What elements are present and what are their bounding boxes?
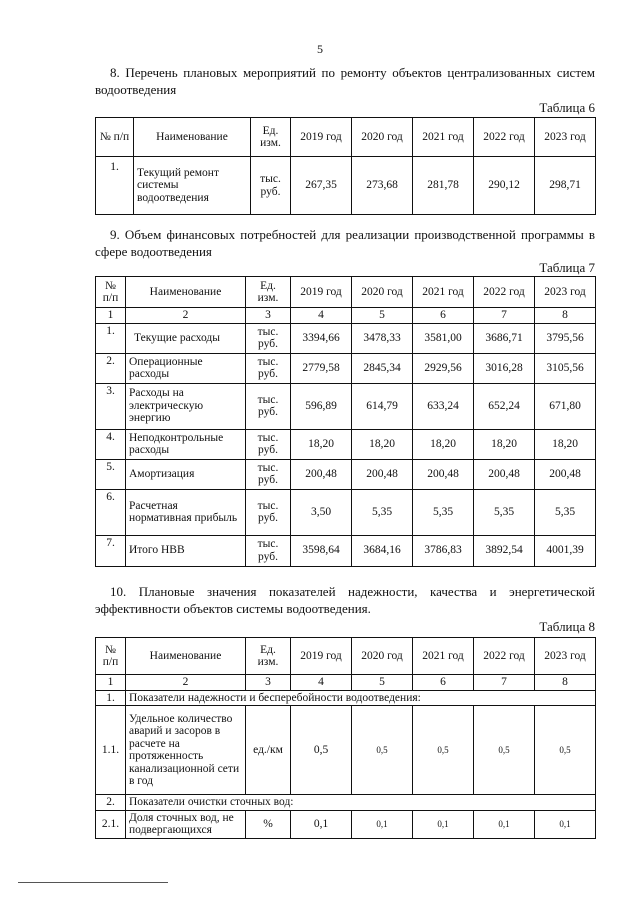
col-index: 1: [96, 308, 126, 324]
col-index: 8: [535, 675, 596, 691]
row-unit: тыс. руб.: [246, 383, 291, 429]
section-10-heading: 10. Плановые значения показателей надежности, качества и энергетической эффективности объектов системы водоотведения.: [95, 584, 595, 616]
table-7-label: Таблица 7: [539, 260, 595, 275]
value-2021: 0,1: [413, 810, 474, 838]
col-2019-header: 2019 год: [291, 638, 352, 675]
col-name-header: Наименование: [126, 277, 246, 308]
col-number-header: № п/п: [96, 118, 134, 157]
row-name: Удельное количество аварий и засоров в расчете на протяженность канализационной сети в год: [126, 706, 246, 795]
row-number: 6.: [96, 489, 126, 535]
col-name-header: Наименование: [126, 638, 246, 675]
value-2019: 0,5: [291, 706, 352, 795]
col-number-header: № п/п: [96, 638, 126, 675]
col-index: 3: [246, 308, 291, 324]
value-2019: 18,20: [291, 429, 352, 459]
value-2023: 3105,56: [535, 353, 596, 383]
col-unit-header: Ед. изм.: [251, 118, 291, 157]
row-name: Операционные расходы: [126, 353, 246, 383]
col-index: 4: [291, 675, 352, 691]
value-2022: 290,12: [474, 157, 535, 215]
col-number-header: № п/п: [96, 277, 126, 308]
value-2019: 3598,64: [291, 535, 352, 566]
group-number: 2.: [96, 795, 126, 811]
value-2019: 200,48: [291, 459, 352, 489]
table-8-label: Таблица 8: [539, 619, 595, 634]
value-2022: 18,20: [474, 429, 535, 459]
table-row: [96, 459, 596, 489]
table-row: [96, 706, 596, 795]
value-2020: 200,48: [352, 459, 413, 489]
row-name: Текущий ремонт системы водоотведения: [134, 157, 251, 215]
row-unit: тыс. руб.: [246, 489, 291, 535]
value-2023: 0,1: [535, 810, 596, 838]
col-index: 5: [352, 308, 413, 324]
row-name: Расходы на электрическую энергию: [126, 383, 246, 429]
section-group-row: [96, 690, 596, 706]
value-2020: 3684,16: [352, 535, 413, 566]
section-8-heading: 8. Перечень плановых мероприятий по ремонту объектов централизованных систем водоотведения: [95, 65, 595, 97]
row-number: 3.: [96, 383, 126, 429]
row-number: 1.: [96, 157, 134, 215]
value-2023: 18,20: [535, 429, 596, 459]
table-row: [96, 353, 596, 383]
value-2020: 273,68: [352, 157, 413, 215]
value-2020: 0,5: [352, 706, 413, 795]
col-index: 2: [126, 675, 246, 691]
group-title: Показатели надежности и бесперебойности водоотведения:: [126, 690, 596, 706]
table-row: [96, 323, 596, 353]
col-index: 4: [291, 308, 352, 324]
table-8-header-row: [96, 638, 596, 675]
table-7: [95, 276, 596, 567]
col-2023-header: 2023 год: [535, 638, 596, 675]
value-2022: 200,48: [474, 459, 535, 489]
value-2021: 0,5: [413, 706, 474, 795]
value-2022: 3892,54: [474, 535, 535, 566]
value-2021: 18,20: [413, 429, 474, 459]
col-2020-header: 2020 год: [352, 638, 413, 675]
col-index: 5: [352, 675, 413, 691]
table-row-total: [96, 535, 596, 566]
row-unit: %: [246, 810, 291, 838]
col-index: 6: [413, 308, 474, 324]
row-unit: тыс. руб.: [246, 459, 291, 489]
col-index: 1: [96, 675, 126, 691]
table-row: [96, 810, 596, 838]
col-2021-header: 2021 год: [413, 638, 474, 675]
col-2022-header: 2022 год: [474, 118, 535, 157]
value-2023: 3795,56: [535, 323, 596, 353]
row-name: Расчетная нормативная прибыль: [126, 489, 246, 535]
value-2023: 298,71: [535, 157, 596, 215]
row-unit: ед./км: [246, 706, 291, 795]
value-2020: 2845,34: [352, 353, 413, 383]
table-row: [96, 429, 596, 459]
row-unit: тыс. руб.: [251, 157, 291, 215]
row-name: Итого НВВ: [126, 535, 246, 566]
value-2021: 3581,00: [413, 323, 474, 353]
row-number: 5.: [96, 459, 126, 489]
row-unit: тыс. руб.: [246, 353, 291, 383]
col-2023-header: 2023 год: [535, 277, 596, 308]
value-2022: 652,24: [474, 383, 535, 429]
row-number: 1.: [96, 323, 126, 353]
section-group-row: [96, 795, 596, 811]
col-name-header: Наименование: [134, 118, 251, 157]
table-7-numbering-row: [96, 308, 596, 324]
value-2023: 200,48: [535, 459, 596, 489]
value-2023: 0,5: [535, 706, 596, 795]
table-row: [96, 157, 596, 215]
table-row: [96, 489, 596, 535]
col-index: 6: [413, 675, 474, 691]
table-8: [95, 637, 596, 839]
value-2019: 2779,58: [291, 353, 352, 383]
col-index: 3: [246, 675, 291, 691]
value-2021: 5,35: [413, 489, 474, 535]
row-name: Неподконтрольные расходы: [126, 429, 246, 459]
value-2022: 0,5: [474, 706, 535, 795]
value-2021: 3786,83: [413, 535, 474, 566]
value-2023: 671,80: [535, 383, 596, 429]
table-row: [96, 383, 596, 429]
value-2022: 5,35: [474, 489, 535, 535]
row-number: 2.1.: [96, 810, 126, 838]
col-2020-header: 2020 год: [352, 118, 413, 157]
group-number: 1.: [96, 690, 126, 706]
table-6: [95, 117, 596, 215]
row-unit: тыс. руб.: [246, 429, 291, 459]
value-2021: 633,24: [413, 383, 474, 429]
value-2022: 3016,28: [474, 353, 535, 383]
value-2019: 596,89: [291, 383, 352, 429]
col-2023-header: 2023 год: [535, 118, 596, 157]
col-2019-header: 2019 год: [291, 277, 352, 308]
row-unit: тыс. руб.: [246, 535, 291, 566]
row-name: Амортизация: [126, 459, 246, 489]
table-7-header-row: [96, 277, 596, 308]
col-index: 8: [535, 308, 596, 324]
value-2023: 5,35: [535, 489, 596, 535]
value-2021: 200,48: [413, 459, 474, 489]
value-2020: 18,20: [352, 429, 413, 459]
col-2021-header: 2021 год: [413, 277, 474, 308]
row-name: Доля сточных вод, не подвергающихся: [126, 810, 246, 838]
value-2021: 2929,56: [413, 353, 474, 383]
col-unit-header: Ед. изм.: [246, 638, 291, 675]
col-2019-header: 2019 год: [291, 118, 352, 157]
value-2020: 3478,33: [352, 323, 413, 353]
value-2020: 5,35: [352, 489, 413, 535]
col-2021-header: 2021 год: [413, 118, 474, 157]
value-2022: 3686,71: [474, 323, 535, 353]
col-index: 7: [474, 308, 535, 324]
row-number: 4.: [96, 429, 126, 459]
page-number: 5: [317, 42, 323, 56]
section-9-heading: 9. Объем финансовых потребностей для реализации производственной программы в сфере водоотведения: [95, 227, 595, 259]
value-2022: 0,1: [474, 810, 535, 838]
row-number: 2.: [96, 353, 126, 383]
group-title: Показатели очистки сточных вод:: [126, 795, 596, 811]
col-unit-header: Ед. изм.: [246, 277, 291, 308]
row-unit: тыс. руб.: [246, 323, 291, 353]
value-2019: 3,50: [291, 489, 352, 535]
col-index: 2: [126, 308, 246, 324]
footer-rule: [18, 882, 168, 883]
value-2020: 614,79: [352, 383, 413, 429]
value-2019: 267,35: [291, 157, 352, 215]
row-number: 1.1.: [96, 706, 126, 795]
value-2019: 3394,66: [291, 323, 352, 353]
row-name: Текущие расходы: [126, 323, 246, 353]
table-6-header-row: [96, 118, 596, 157]
col-2022-header: 2022 год: [474, 277, 535, 308]
value-2019: 0,1: [291, 810, 352, 838]
value-2021: 281,78: [413, 157, 474, 215]
value-2020: 0,1: [352, 810, 413, 838]
col-2020-header: 2020 год: [352, 277, 413, 308]
value-2023: 4001,39: [535, 535, 596, 566]
col-index: 7: [474, 675, 535, 691]
row-number: 7.: [96, 535, 126, 566]
col-2022-header: 2022 год: [474, 638, 535, 675]
table-8-numbering-row: [96, 675, 596, 691]
table-6-label: Таблица 6: [539, 100, 595, 115]
